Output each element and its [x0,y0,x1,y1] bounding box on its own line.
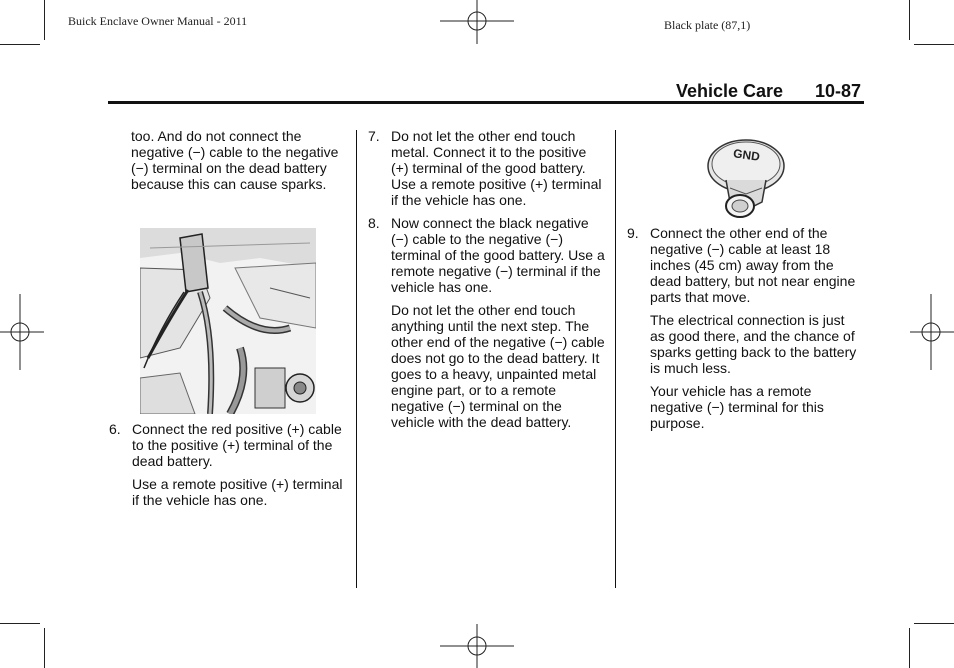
step-text: Do not let the other end touch metal. Connect it to the positive (+) terminal of the good battery. Use a remote positive (+) terminal if the vehicle has one. [391,128,602,208]
step-7-item [368,128,606,208]
registration-mark-top [440,0,514,46]
step-text: Connect the other end of the negative (−) cable at least 18 inches (45 cm) away from the dead battery, but not near engine parts that move. [650,225,856,305]
step-note: The electrical connection is just as good there, and the chance of sparks getting back to the battery is much less. [650,312,857,376]
crop-mark [914,44,954,45]
step-number: 7. [368,128,380,144]
registration-mark-bottom [440,624,514,668]
plate-label: Black plate (87,1) [664,18,751,32]
column-1 [109,128,349,192]
step-text: Now connect the black negative (−) cable to the negative (−) terminal of the good battery. Use a remote negative (−) terminal if the vehicle has one. [391,215,605,295]
crop-mark [44,0,45,40]
crop-mark [909,628,910,668]
engine-bay-illustration [140,228,316,414]
crop-mark [0,623,40,624]
step-text: Connect the red positive (+) cable to the positive (+) terminal of the dead battery. [132,421,342,469]
step-number: 6. [109,421,121,437]
step-number: 9. [627,225,639,241]
registration-mark-left [0,294,44,370]
step-8-item [368,215,606,430]
manual-title: Buick Enclave Owner Manual - 2011 [68,14,248,28]
gnd-label: GND [732,146,761,164]
registration-mark-right [910,294,954,370]
step-note: Your vehicle has a remote negative (−) terminal for this purpose. [650,383,824,431]
column-3 [627,225,859,438]
step-9-item [627,225,859,431]
crop-mark [0,44,40,45]
intro-paragraph: too. And do not connect the negative (−) cable to the negative (−) terminal on the dead battery because this can cause sparks. [131,128,339,192]
column-2 [368,128,606,437]
section-title: Vehicle Care [676,81,784,101]
step-note: Use a remote positive (+) terminal if the vehicle has one. [132,476,343,508]
header-rule [108,101,864,104]
step-6-item [109,421,349,508]
ground-terminal-illustration [702,132,796,224]
crop-mark [44,628,45,668]
crop-mark [909,0,910,40]
column-divider [356,130,357,588]
crop-mark [914,623,954,624]
step-note: Do not let the other end touch anything until the next step. The other end of the negative (−) cable does not go to the dead battery. It goes to a heavy, unpainted metal engine part, or to a remote negative (−) terminal on the vehicle with the dead battery. [391,302,605,430]
step-6 [109,421,349,515]
column-divider [615,130,616,588]
page-number: 10-87 [815,81,862,101]
step-number: 8. [368,215,380,231]
